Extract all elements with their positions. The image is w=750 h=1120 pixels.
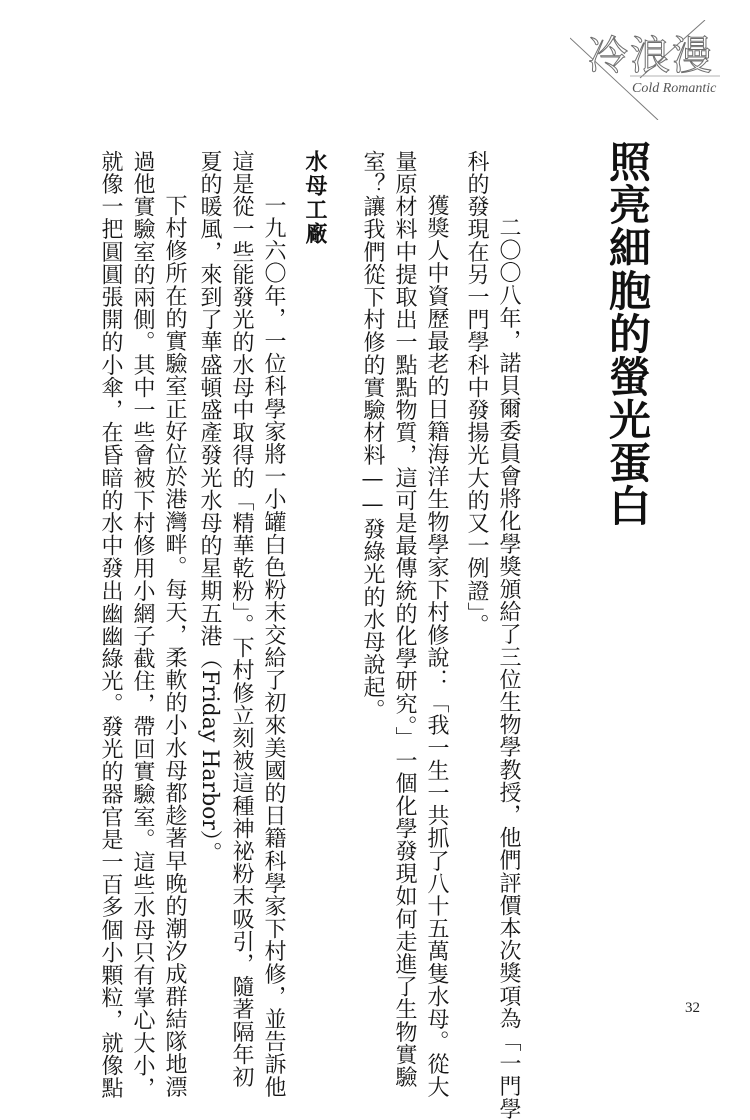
text-column-3: 獲獎人中資歷最老的日籍海洋生物學家下村修說：「我一生一共抓了八十五萬隻水母。從大: [424, 194, 449, 1098]
chapter-title: 照亮細胞的螢光蛋白: [603, 140, 652, 527]
text-column-9: 下村修所在的實驗室正好位於港灣畔。每天，柔軟的小水母都趁著早晚的潮汐成群結隊地漂: [162, 194, 187, 1098]
page-number: 32: [685, 1000, 700, 1016]
section-heading: 水母工廠: [302, 150, 327, 246]
series-subtitle: Cold Romantic: [632, 81, 717, 96]
friday-harbor-label: Friday Harbor: [197, 669, 222, 830]
text-column-8-end: ）。: [197, 829, 222, 865]
text-column-8-start: 夏的暖風，來到了華盛頓盛產發光水母的星期五港（: [197, 150, 222, 670]
series-logo: [570, 20, 735, 120]
text-column-11: 就像一把圓圓張開的小傘，在昏暗的水中發出幽幽綠光。發光的器官是一百多個小顆粒，就像點: [98, 150, 123, 1100]
text-column-7: 這是從一些能發光的水母中取得的「精華乾粉」。下村修立刻被這種神祕粉末吸引，隨著隔年初: [229, 150, 254, 1089]
text-column-1: 二〇〇八年，諾貝爾委員會將化學獎頒給了三位生物學教授，他們評價本次獎項為「一門學: [496, 216, 521, 1120]
text-column-2: 科的發現在另一門學科中發揚光大的又一例證」。: [464, 150, 489, 637]
text-column-8: [198, 150, 220, 864]
text-column-5: 室？讓我們從下村修的實驗材料——發綠光的水母說起。: [360, 150, 385, 721]
text-column-10: 過他實驗室的兩側。其中一些會被下村修用小網子截住，帶回實驗室。這些水母只有掌心大小，: [130, 150, 155, 1100]
text-column-4: 量原材料中提取出一點點物質，這可是最傳統的化學研究。」一個化學發現如何走進了生物實驗: [392, 150, 417, 1089]
series-title: 冷浪漫: [588, 33, 714, 79]
text-column-6: 一九六〇年，一位科學家將一小罐白色粉末交給了初來美國的日籍科學家下村修，並告訴他: [261, 194, 286, 1098]
